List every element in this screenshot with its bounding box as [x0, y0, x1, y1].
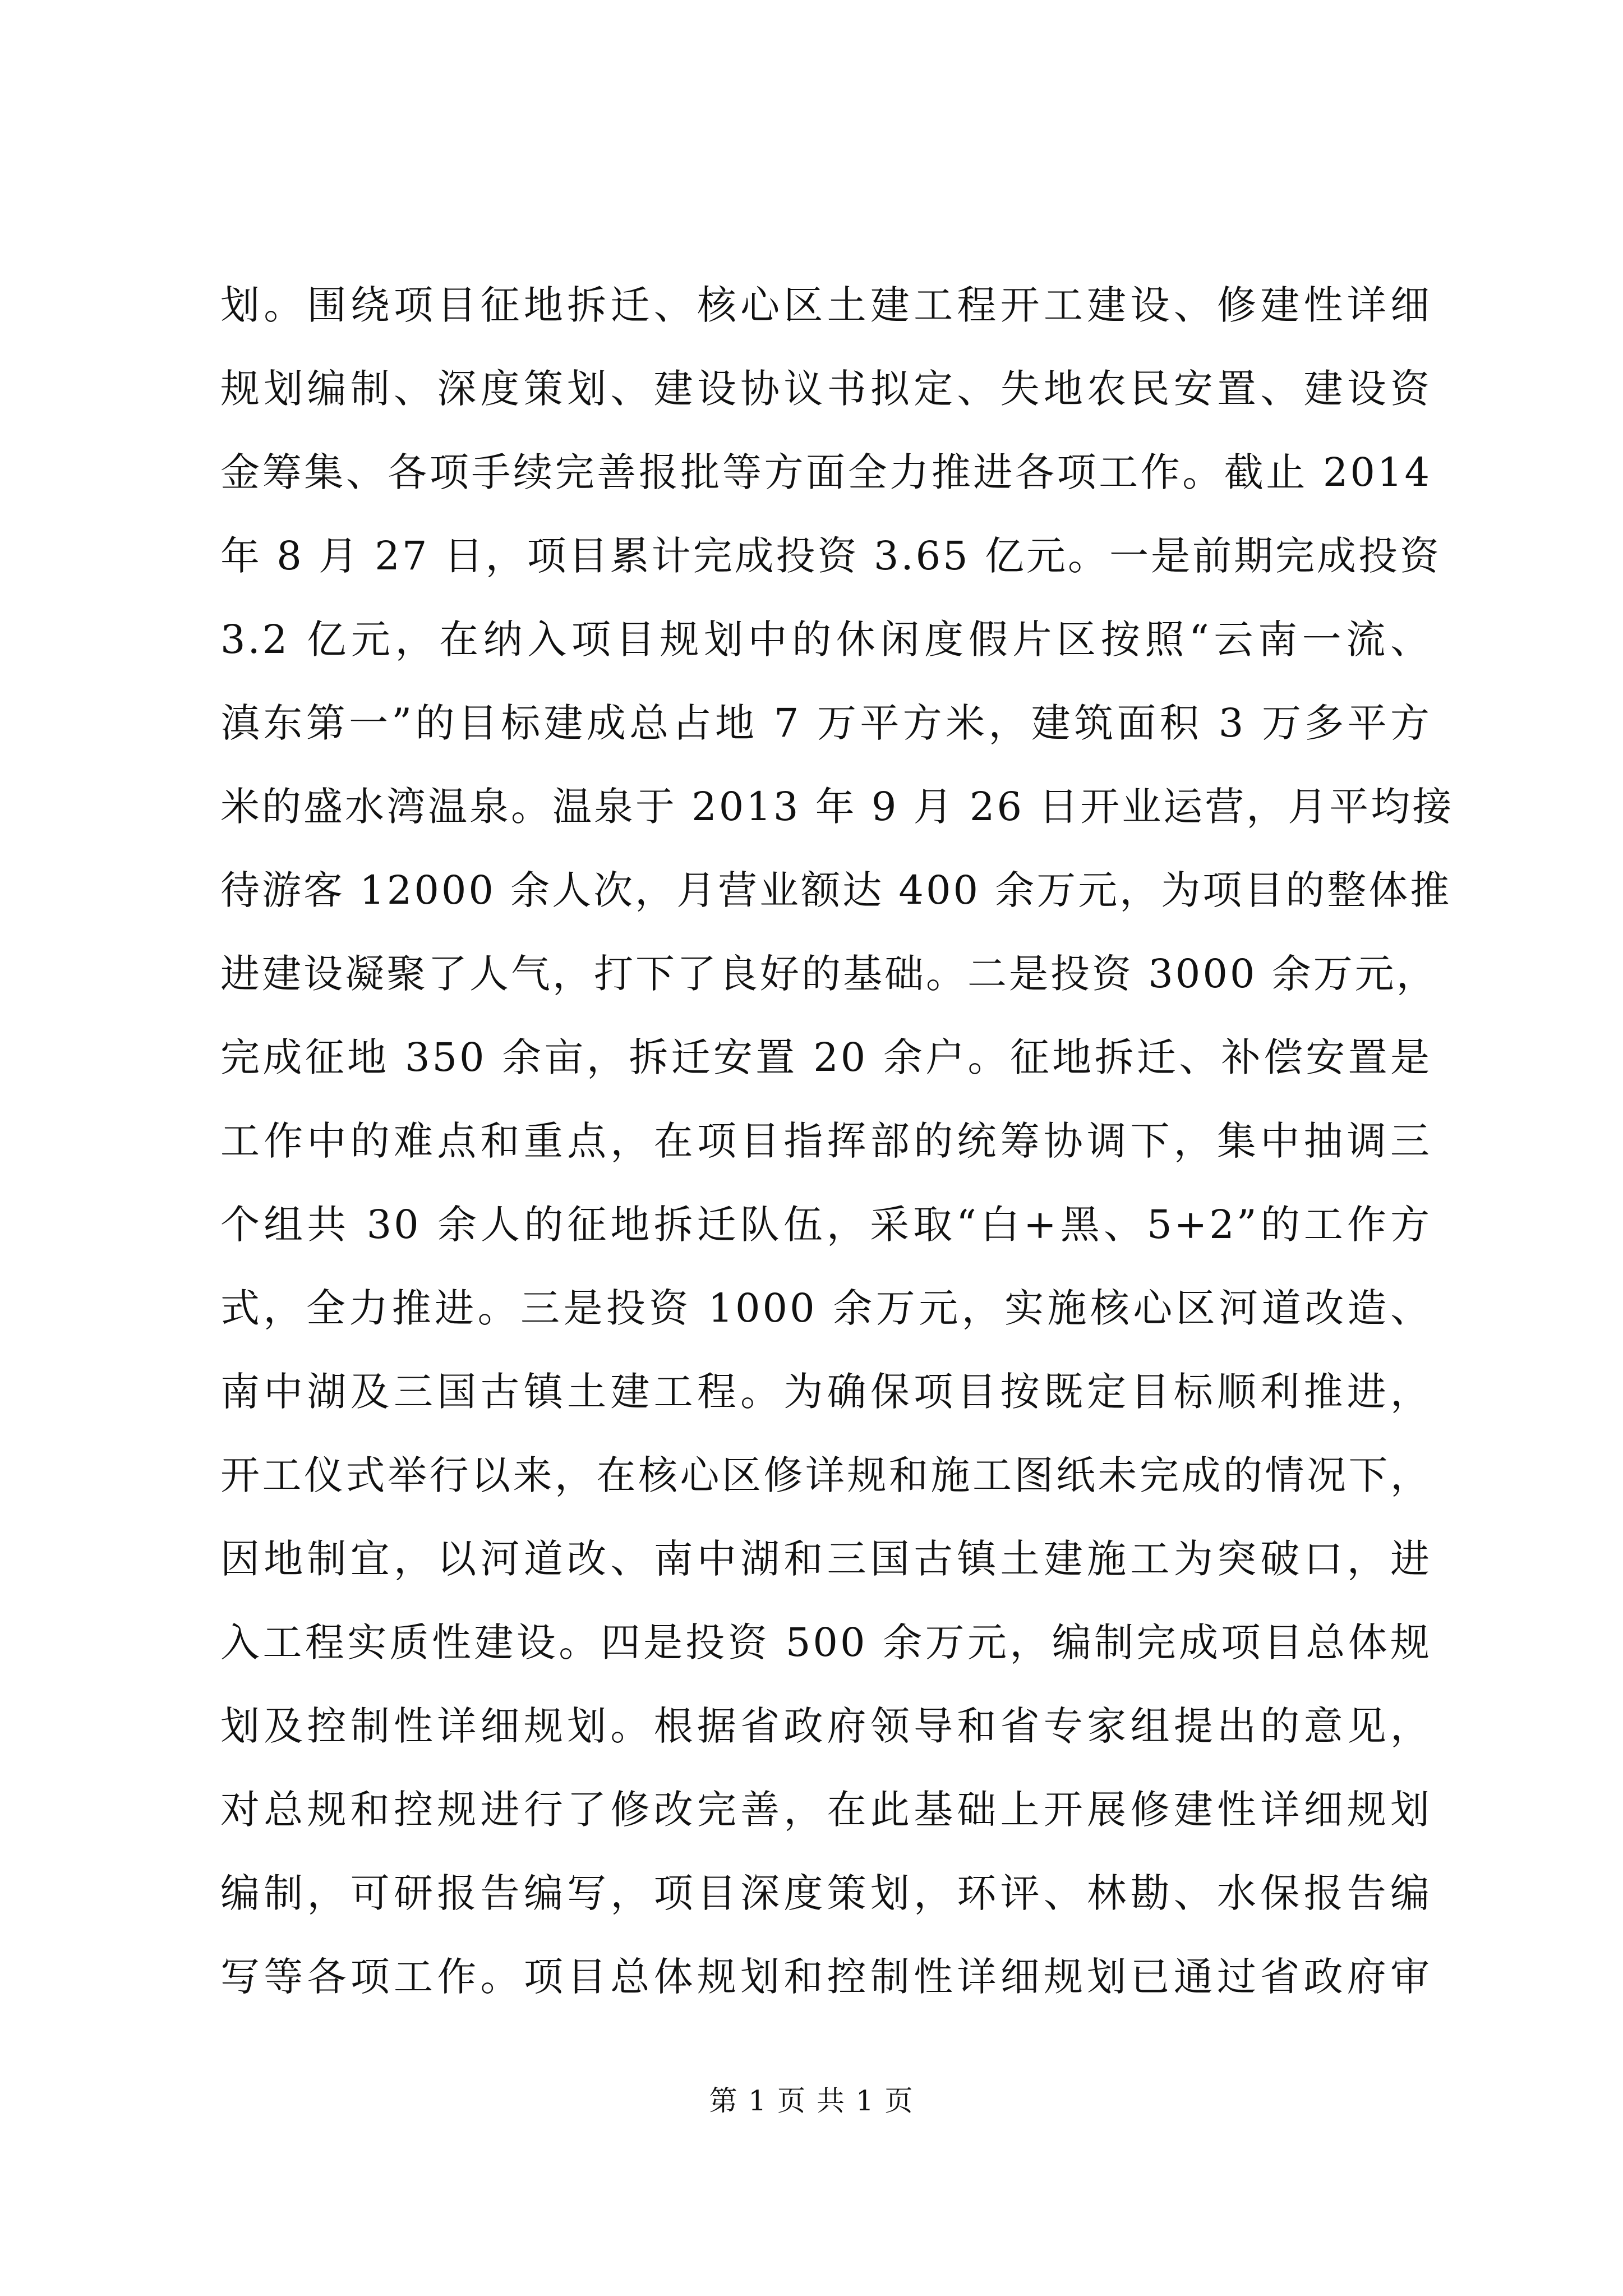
- page-footer: 第 1 页 共 1 页: [709, 2085, 914, 2117]
- text-line: 工作中的难点和重点，在项目指挥部的统筹协调下，集中抽调三: [220, 1118, 1432, 1164]
- text-line: 米的盛水湾温泉。温泉于 2013 年 9 月 26 日开业运营，月平均接: [220, 784, 1454, 830]
- body-text: [220, 264, 1454, 2019]
- text-line: 规划编制、深度策划、建设协议书拟定、失地农民安置、建设资: [220, 366, 1432, 412]
- text-line: 写等各项工作。项目总体规划和控制性详细规划已通过省政府审: [220, 1954, 1432, 2000]
- text-line: 个组共 30 余人的征地拆迁队伍，采取“白+黑、5+2”的工作方: [220, 1202, 1432, 1248]
- text-line: 式，全力推进。三是投资 1000 余万元，实施核心区河道改造、: [220, 1285, 1432, 1331]
- text-line: 入工程实质性建设。四是投资 500 余万元，编制完成项目总体规: [220, 1619, 1432, 1665]
- text-line: 开工仪式举行以来，在核心区修详规和施工图纸未完成的情况下，: [220, 1452, 1432, 1498]
- text-line: 3.2 亿元，在纳入项目规划中的休闲度假片区按照“云南一流、: [220, 616, 1432, 662]
- text-line: 年 8 月 27 日，项目累计完成投资 3.65 亿元。一是前期完成投资: [220, 533, 1441, 579]
- text-line: 完成征地 350 余亩，拆迁安置 20 余户。征地拆迁、补偿安置是: [220, 1034, 1432, 1080]
- text-line: 编制，可研报告编写，项目深度策划，环评、林勘、水保报告编: [220, 1870, 1432, 1916]
- text-line: 对总规和控规进行了修改完善，在此基础上开展修建性详细规划: [220, 1787, 1432, 1833]
- text-line: 南中湖及三国古镇土建工程。为确保项目按既定目标顺利推进，: [220, 1369, 1432, 1415]
- text-line: 划及控制性详细规划。根据省政府领导和省专家组提出的意见，: [220, 1703, 1432, 1749]
- text-line: 滇东第一”的目标建成总占地 7 万平方米，建筑面积 3 万多平方: [220, 700, 1432, 746]
- text-line: 金筹集、各项手续完善报批等方面全力推进各项工作。截止 2014: [220, 449, 1432, 495]
- text-line: 进建设凝聚了人气，打下了良好的基础。二是投资 3000 余万元，: [220, 951, 1438, 997]
- text-line: 因地制宜，以河道改、南中湖和三国古镇土建施工为突破口，进: [220, 1536, 1432, 1582]
- text-line: 待游客 12000 余人次，月营业额达 400 余万元，为项目的整体推: [220, 867, 1452, 913]
- text-line: 划。围绕项目征地拆迁、核心区土建工程开工建设、修建性详细: [220, 282, 1432, 328]
